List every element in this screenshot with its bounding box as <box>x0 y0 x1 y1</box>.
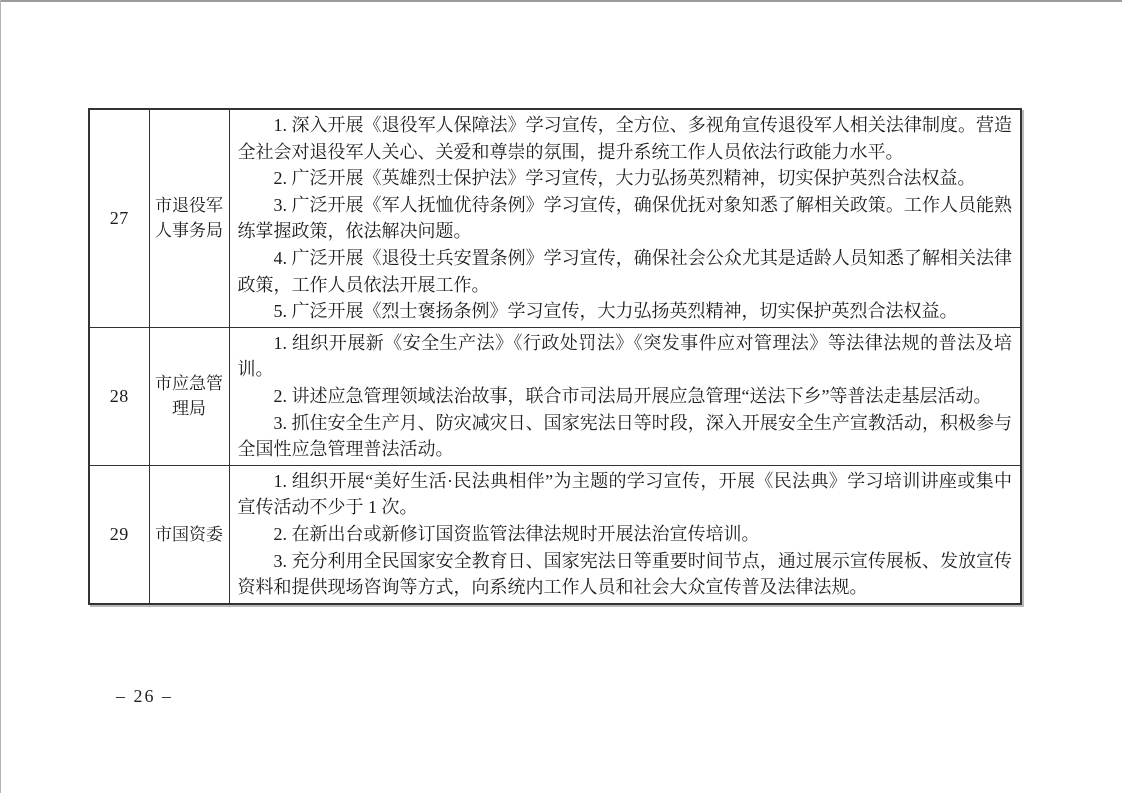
task-paragraph: 5. 广泛开展《烈士褒扬条例》学习宣传，大力弘扬英烈精神，切实保护英烈合法权益。 <box>273 301 958 322</box>
row-number-cell: 28 <box>89 327 149 465</box>
task-paragraph: 1. 深入开展《退役军人保障法》学习宣传，全方位、多视角宣传退役军人相关法律制度。营造全社会对退役军人关心、关爱和尊崇的氛围，提升系统工作人员依法行政能力水平。 <box>237 115 1012 162</box>
page-number: – 26 – <box>116 686 173 706</box>
task-paragraph: 1. 组织开展新《安全生产法》《行政处罚法》《突发事件应对管理法》等法律法规的普法及培训。 <box>237 332 1012 380</box>
tasks-cell <box>229 465 1021 603</box>
task-paragraph: 4. 广泛开展《退役士兵安置条例》学习宣传，确保社会公众尤其是适龄人员知悉了解相关法律政策，工作人员依法开展工作。 <box>237 247 1012 295</box>
task-paragraph: 2. 在新出台或新修订国资监管法律法规时开展法治宣传培训。 <box>273 523 760 544</box>
page-edge-top <box>0 0 1122 2</box>
table-row <box>89 327 1021 465</box>
tasks-cell <box>229 327 1021 465</box>
department-cell: 市国资委 <box>149 465 229 603</box>
page-edge-left <box>0 0 1 793</box>
task-paragraph: 1. 组织开展“美好生活·民法典相伴”为主题的学习宣传，开展《民法典》学习培训讲座或集中宣传活动不少于 1 次。 <box>237 470 1012 518</box>
department-cell: 市退役军人事务局 <box>149 109 229 327</box>
tasks-cell <box>229 109 1021 327</box>
tasks-table <box>88 108 1022 605</box>
task-paragraph: 3. 广泛开展《军人抚恤优待条例》学习宣传，确保优抚对象知悉了解相关政策。工作人员能熟练掌握政策，依法解决问题。 <box>237 194 1012 242</box>
table-row <box>89 109 1021 327</box>
row-number-cell: 27 <box>89 109 149 327</box>
row-number-cell: 29 <box>89 465 149 603</box>
task-paragraph: 2. 广泛开展《英雄烈士保护法》学习宣传，大力弘扬英烈精神，切实保护英烈合法权益。 <box>273 168 976 189</box>
task-paragraph: 3. 抓住安全生产月、防灾减灾日、国家宪法日等时段，深入开展安全生产宣教活动，积极参与全国性应急管理普法活动。 <box>237 412 1012 460</box>
department-cell: 市应急管理局 <box>149 327 229 465</box>
task-paragraph: 2. 讲述应急管理领域法治故事，联合市司法局开展应急管理“送法下乡”等普法走基层活动。 <box>273 385 992 406</box>
table-row <box>89 465 1021 603</box>
task-paragraph: 3. 充分利用全民国家安全教育日、国家宪法日等重要时间节点，通过展示宣传展板、发放宣传资料和提供现场咨询等方式，向系统内工作人员和社会大众宣传普及法律法规。 <box>237 550 1012 598</box>
